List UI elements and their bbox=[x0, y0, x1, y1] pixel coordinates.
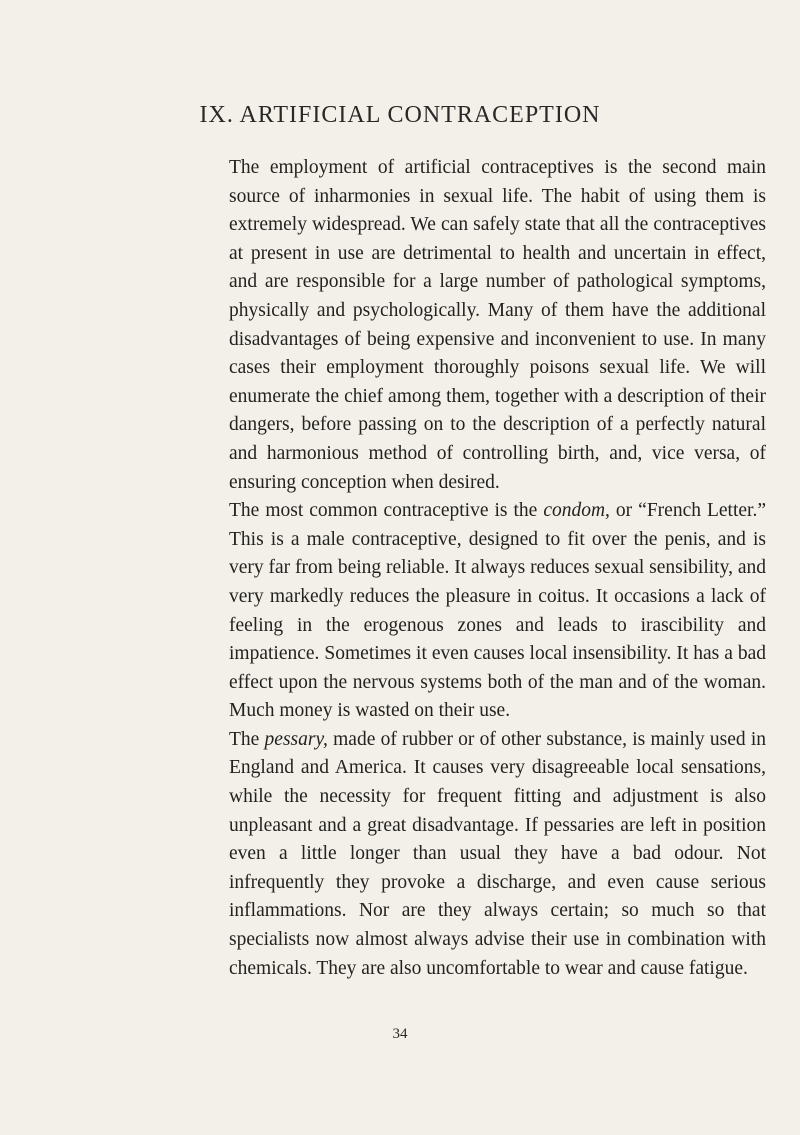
term-condom: condom, bbox=[543, 500, 610, 522]
paragraph-1: The employment of artificial contraceptives is the second main source of inharmonies in sexual life. The habit of using them is extremely widespread. We can safely state that all the contraceptives at present in use are detrimental to health and uncertain in effect, and are responsible for a large number of pathological symptoms, physically and psychologically. Many of them have the additional disadvantages of being expensive and inconvenient to use. In many cases their employment thoroughly poisons sexual life. We will enumerate the chief among them, together with a description of their dangers, before passing on to the description of a perfectly natural and harmonious method of controlling birth, and, vice versa, of ensuring conception when desired. bbox=[229, 157, 766, 493]
paragraph-2 bbox=[229, 497, 766, 726]
paragraph-3-lead: The bbox=[229, 728, 265, 750]
term-pessary: pessary, bbox=[264, 728, 328, 750]
paragraph-2-rest: or “French Letter.” This is a male contraceptive, designed to fit over the penis, and is very far from being reliable. It always reduces sexual sensibility, and very markedly reduces the pleasure in coitus. It occasions a lack of feeling in the erogenous zones and leads to irascibility and impatience. Sometimes it even causes local insensibility. It has a bad effect upon the nervous systems both of the man and of the woman. Much money is wasted on their use. bbox=[229, 500, 766, 722]
body-text bbox=[229, 154, 766, 983]
paragraph-3-rest: made of rubber or of other substance, is mainly used in England and America. It causes very disagreeable local sensations, while the necessity for frequent fitting and adjustment is also unpleasant and a great disadvantage. If pessaries are left in position even a little longer than usual they have a bad odour. Not infrequently they provoke a discharge, and even cause serious inflammations. Nor are they always certain; so much so that specialists now almost always advise their use in combination with chemicals. They are also uncomfortable to wear and cause fatigue. bbox=[229, 728, 766, 979]
paragraph-3 bbox=[229, 726, 766, 983]
page-number: 34 bbox=[392, 1026, 408, 1042]
paragraph-2-lead: The most common contraceptive is the bbox=[229, 500, 544, 522]
chapter-title: IX. ARTIFICIAL CONTRACEPTION bbox=[199, 102, 601, 128]
